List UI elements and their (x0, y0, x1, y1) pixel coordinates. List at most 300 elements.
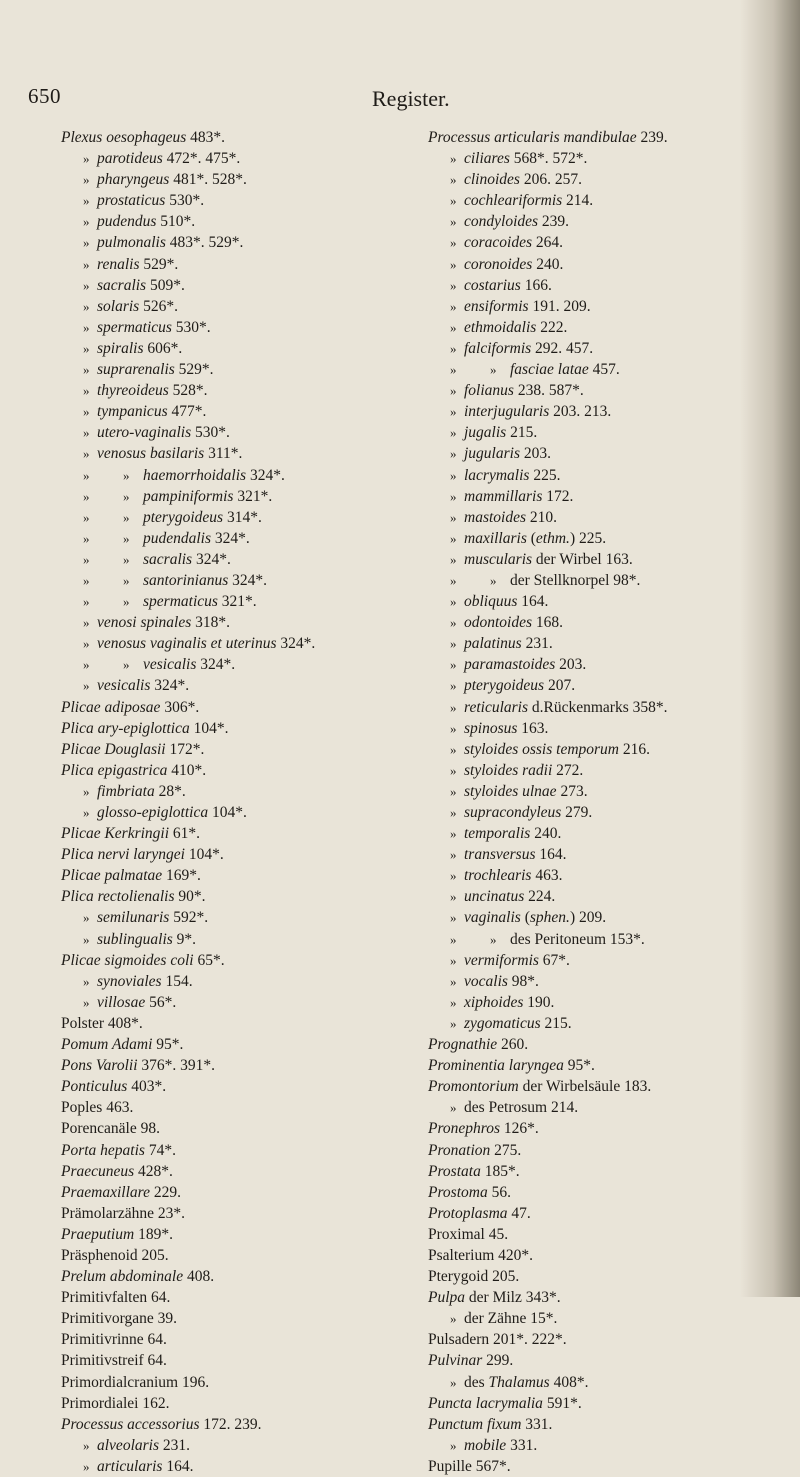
index-entry (428, 211, 800, 232)
entry-term: mammillaris (464, 487, 543, 505)
index-entry (428, 654, 800, 675)
entry-term: Plicae Douglasii (61, 740, 166, 758)
index-entry (428, 422, 800, 443)
index-entry (61, 739, 401, 760)
index-entry (61, 359, 401, 380)
entry-term: venosi spinales (97, 614, 192, 632)
entry-term: spermaticus (143, 593, 218, 611)
entry-term: Processus accessorius (61, 1415, 200, 1433)
index-entry (428, 296, 800, 317)
entry-text: Prämolarzähne 23*. (61, 1204, 185, 1222)
ditto-mark: » (83, 319, 90, 335)
index-entry (428, 612, 800, 633)
entry-term: Prognathie (428, 1036, 498, 1054)
index-entry (428, 1161, 800, 1182)
entry-term: villosae (97, 993, 146, 1011)
entry-term: costarius (464, 276, 521, 294)
index-entry (61, 1329, 401, 1350)
entry-text: ) 209. (569, 909, 607, 927)
entry-term: Plexus oesophageus (61, 129, 187, 146)
entry-text: 311*. (204, 445, 243, 463)
ditto-mark: » (83, 277, 90, 293)
index-entry (428, 1034, 800, 1055)
ditto-mark: » (450, 467, 457, 483)
entry-text: 224. (524, 888, 556, 906)
index-entry (61, 401, 401, 422)
entry-text: 292. 457. (531, 339, 594, 357)
ditto-mark: » (450, 383, 457, 399)
index-entry (428, 169, 800, 190)
entry-text: 324*. (192, 550, 231, 568)
ditto-mark: » (450, 973, 457, 989)
entry-term: pudendalis (143, 529, 212, 547)
entry-term: pudendus (97, 213, 157, 231)
entry-text: 568*. 572*. (509, 150, 588, 168)
entry-text: 530*. (165, 192, 205, 210)
index-column-right (428, 127, 800, 1477)
entry-term: glosso-epiglottica (97, 804, 209, 821)
page-number: 650 (28, 84, 61, 108)
index-entry (428, 992, 800, 1013)
index-entry (428, 570, 800, 591)
index-entry (61, 781, 401, 802)
index-entry (61, 1372, 401, 1393)
entry-text: 376*. 391*. (137, 1057, 216, 1075)
entry-text: Pulsadern 201*. 222*. (428, 1331, 567, 1349)
ditto-mark: » (83, 404, 90, 420)
index-entry (428, 1456, 800, 1477)
ditto-mark: » (450, 699, 457, 715)
index-entry (61, 675, 401, 696)
index-entry (428, 633, 800, 654)
ditto-mark: » (450, 678, 457, 694)
ditto-mark: » (450, 1437, 457, 1453)
entry-term: muscularis (464, 550, 533, 568)
entry-term: ciliares (464, 150, 510, 168)
entry-text: 90*. (174, 888, 206, 906)
entry-term: sphen. (529, 909, 570, 927)
entry-text: 74*. (144, 1141, 176, 1159)
ditto-mark: » (83, 931, 90, 947)
entry-term: Prostoma (428, 1183, 488, 1201)
entry-text: der Zähne 15*. (464, 1310, 558, 1328)
entry-text: 331. (521, 1415, 553, 1433)
ditto-mark: » (450, 509, 457, 525)
entry-term: tympanicus (97, 403, 168, 421)
entry-term: Pulpa (428, 1289, 466, 1307)
index-entry (428, 1118, 800, 1139)
entry-text: 529*. (139, 255, 179, 273)
entry-text: 164. (535, 846, 567, 864)
index-entry (61, 865, 401, 886)
entry-text: Porencanäle 98. (61, 1120, 160, 1138)
entry-term: suprarenalis (97, 361, 175, 379)
ditto-mark: » (83, 256, 90, 272)
entry-term: trochlearis (464, 867, 532, 885)
ditto-mark: » (490, 362, 497, 378)
entry-text: 126*. (500, 1120, 539, 1138)
entry-text: 306*. (160, 698, 200, 716)
entry-text: 530*. (171, 318, 211, 336)
entry-term: Processus articularis mandibulae (428, 129, 637, 146)
ditto-mark: » (83, 1458, 90, 1474)
ditto-mark: » (83, 678, 90, 694)
index-entry (428, 1076, 800, 1097)
entry-text: 240. (532, 255, 564, 273)
entry-term: interjugularis (464, 403, 550, 421)
entry-text: 231. (159, 1436, 190, 1454)
entry-text: Poples 463. (61, 1099, 134, 1117)
entry-text: 279. (561, 804, 593, 821)
entry-text: 154. (161, 972, 193, 990)
ditto-mark: » (83, 551, 90, 567)
entry-text: Pterygoid 205. (428, 1268, 520, 1286)
entry-term: falciformis (464, 339, 532, 357)
index-entry (428, 275, 800, 296)
ditto-mark: » (450, 256, 457, 272)
entry-term: fimbriata (97, 782, 155, 800)
ditto-mark: » (450, 530, 457, 546)
entry-text: 56. (487, 1183, 511, 1201)
entry-term: sacralis (97, 276, 147, 294)
entry-text: 530*. (191, 424, 230, 442)
entry-text: Psalterium 420*. (428, 1246, 534, 1264)
entry-text: 216. (619, 740, 650, 758)
entry-term: jugularis (464, 445, 520, 463)
entry-text: 189*. (134, 1225, 173, 1243)
entry-term: vermiformis (464, 951, 539, 969)
entry-text: 28*. (154, 782, 186, 800)
index-entry (428, 950, 800, 971)
ditto-mark: » (83, 362, 90, 378)
ditto-mark: » (83, 615, 90, 631)
index-entry (61, 190, 401, 211)
ditto-mark: » (450, 193, 457, 209)
index-entry (428, 486, 800, 507)
entry-term: temporalis (464, 825, 531, 843)
ditto-mark: » (83, 805, 90, 820)
entry-term: Plicae adiposae (61, 698, 161, 716)
index-entry (428, 528, 800, 549)
index-entry (428, 718, 800, 739)
entry-text: ) 225. (569, 529, 607, 547)
index-entry (428, 148, 800, 169)
index-entry (61, 1350, 401, 1371)
entry-term: Thalamus (488, 1373, 550, 1391)
index-entry (61, 654, 401, 675)
entry-text: 206. 257. (519, 171, 582, 189)
index-entry (428, 865, 800, 886)
index-entry (428, 823, 800, 844)
entry-text: der Wirbelsäule 183. (518, 1078, 652, 1096)
entry-text: 260. (497, 1036, 529, 1054)
entry-term: Prostata (428, 1162, 481, 1180)
ditto-mark: » (83, 151, 90, 167)
index-entry (61, 169, 401, 190)
entry-text: 457. (588, 361, 620, 379)
entry-term: styloides radii (464, 761, 553, 779)
entry-text: 190. (523, 993, 555, 1011)
ditto-mark: » (83, 973, 90, 989)
entry-text: 526*. (139, 297, 178, 315)
entry-term: uncinatus (464, 888, 525, 906)
ditto-mark: » (123, 551, 130, 567)
entry-term: solaris (97, 297, 140, 315)
entry-text: Pupille 567*. (428, 1457, 511, 1475)
index-entry (428, 1140, 800, 1161)
entry-text: 324*. (211, 529, 250, 547)
entry-term: fasciae latae (510, 361, 589, 379)
entry-term: santorinianus (143, 571, 229, 589)
ditto-mark: » (83, 572, 90, 588)
ditto-mark: » (450, 404, 457, 420)
entry-text: 331. (506, 1436, 538, 1454)
entry-text: 47. (507, 1204, 531, 1222)
ditto-mark: » (450, 910, 457, 926)
ditto-mark: » (450, 277, 457, 293)
entry-term: synoviales (97, 972, 162, 990)
entry-term: Pons Varolii (61, 1057, 138, 1075)
index-entry (428, 1308, 800, 1329)
index-entry (61, 886, 401, 907)
index-entry (61, 844, 401, 865)
index-entry (61, 254, 401, 275)
entry-text: 324*. (228, 571, 268, 589)
entry-text: 222. (536, 318, 568, 336)
index-entry (428, 127, 800, 148)
index-entry (428, 1329, 800, 1350)
index-entry (428, 359, 800, 380)
ditto-mark: » (450, 805, 457, 820)
entry-text: 463. (531, 867, 563, 885)
entry-text: Primordialcranium 196. (61, 1373, 210, 1391)
index-entry (61, 1161, 401, 1182)
entry-term: Plica ary-epiglottica (61, 719, 190, 737)
entry-term: haemorrhoidalis (143, 466, 247, 484)
index-entry (428, 802, 800, 823)
ditto-mark: » (83, 235, 90, 251)
entry-term: articularis (97, 1457, 163, 1475)
entry-term: odontoides (464, 614, 533, 632)
ditto-mark: » (123, 572, 130, 588)
index-entry (428, 929, 800, 950)
index-entry (61, 528, 401, 549)
entry-term: clinoides (464, 171, 520, 189)
index-entry (61, 1435, 401, 1456)
entry-term: Promontorium (428, 1078, 519, 1096)
index-entry (61, 1414, 401, 1435)
index-entry (61, 929, 401, 950)
entry-text: des (464, 1373, 489, 1391)
index-entry (428, 232, 800, 253)
entry-term: mobile (464, 1436, 507, 1454)
entry-text: 472*. 475*. (162, 150, 241, 168)
index-entry (428, 1393, 800, 1414)
entry-text: 172*. (165, 740, 205, 758)
entry-term: maxillaris (464, 529, 527, 547)
entry-text: 299. (482, 1352, 514, 1370)
entry-text: 207. (544, 677, 576, 695)
entry-text: 592*. (169, 909, 209, 927)
index-entry (61, 380, 401, 401)
entry-text: 203. (555, 656, 587, 674)
entry-text: 428*. (134, 1162, 173, 1180)
entry-term: palatinus (464, 635, 522, 653)
entry-term: zygomaticus (464, 1014, 541, 1032)
ditto-mark: » (83, 425, 90, 441)
entry-text: 591*. (542, 1394, 582, 1412)
index-entry (61, 971, 401, 992)
entry-term: jugalis (464, 424, 507, 442)
index-entry (61, 823, 401, 844)
index-entry (61, 1393, 401, 1414)
index-entry (61, 338, 401, 359)
index-entry (428, 338, 800, 359)
entry-text: 239. (636, 129, 668, 146)
entry-text: 324*. (150, 677, 190, 695)
entry-text: 239. (538, 213, 570, 231)
entry-text: Primordialei 162. (61, 1394, 170, 1412)
entry-term: Protoplasma (428, 1204, 508, 1222)
index-entry (61, 232, 401, 253)
index-entry (428, 549, 800, 570)
index-entry (428, 1372, 800, 1393)
entry-text: 408. (183, 1268, 215, 1286)
index-entry (61, 591, 401, 612)
entry-term: pulmonalis (97, 234, 166, 252)
entry-term: ethm. (535, 529, 570, 547)
entry-term: ensiformis (464, 297, 529, 315)
ditto-mark: » (83, 1437, 90, 1453)
entry-term: mastoides (464, 508, 526, 526)
ditto-mark: » (450, 362, 457, 378)
ditto-mark: » (450, 636, 457, 652)
index-entry (61, 1118, 401, 1139)
entry-text: Primitivfalten 64. (61, 1289, 171, 1307)
entry-text: 214. (562, 192, 594, 210)
entry-text: 314*. (223, 508, 262, 526)
entry-text: 56*. (145, 993, 177, 1011)
index-entry (428, 254, 800, 275)
entry-text: 225. (529, 466, 561, 484)
ditto-mark: » (83, 298, 90, 314)
index-entry (61, 697, 401, 718)
entry-text: der Wirbel 163. (532, 550, 633, 568)
entry-text: 61*. (169, 825, 201, 843)
index-entry (428, 1224, 800, 1245)
entry-term: vaginalis (464, 909, 521, 927)
entry-text: 164. (517, 593, 549, 611)
entry-text: 164. (162, 1457, 194, 1475)
entry-text: 238. 587*. (513, 382, 584, 400)
entry-text: 210. (526, 508, 557, 526)
entry-term: vesicalis (97, 677, 151, 695)
entry-text: 185*. (480, 1162, 520, 1180)
entry-text: 104*. (208, 804, 247, 821)
index-entry (428, 1097, 800, 1118)
ditto-mark: » (83, 910, 90, 926)
index-entry (61, 443, 401, 464)
entry-term: Plicae palmatae (61, 867, 163, 885)
entry-term: cochleariformis (464, 192, 563, 210)
entry-text: 477*. (167, 403, 207, 421)
entry-text: des Petrosum 214. (464, 1099, 579, 1117)
ditto-mark: » (123, 467, 130, 483)
entry-term: folianus (464, 382, 514, 400)
entry-text: 273. (556, 782, 588, 800)
entry-text: 231. (521, 635, 553, 653)
entry-term: renalis (97, 255, 140, 273)
entry-term: paramastoides (464, 656, 556, 674)
index-entry (428, 1182, 800, 1203)
ditto-mark: » (450, 151, 457, 167)
entry-term: pterygoideus (464, 677, 545, 695)
entry-term: vesicalis (143, 656, 197, 674)
entry-term: alveolaris (97, 1436, 159, 1454)
index-entry (428, 1350, 800, 1371)
entry-text: 166. (520, 276, 552, 294)
entry-text: der Milz 343*. (465, 1289, 561, 1307)
entry-text: 229. (149, 1183, 181, 1201)
index-entry (428, 1203, 800, 1224)
ditto-mark: » (450, 741, 457, 757)
index-entry (61, 275, 401, 296)
ditto-mark: » (83, 594, 90, 610)
index-entry (428, 443, 800, 464)
index-entry (61, 1456, 401, 1477)
entry-text: 408*. (549, 1373, 589, 1391)
entry-text: 264. (532, 234, 564, 252)
entry-text: 272. (552, 761, 584, 779)
index-entry (428, 591, 800, 612)
index-entry (61, 1055, 401, 1076)
entry-text: 410*. (167, 761, 207, 779)
index-entry (61, 1308, 401, 1329)
ditto-mark: » (450, 340, 457, 356)
ditto-mark: » (450, 298, 457, 314)
ditto-mark: » (83, 214, 90, 230)
index-entry (428, 465, 800, 486)
ditto-mark: » (450, 952, 457, 968)
ditto-mark: » (450, 931, 457, 947)
entry-term: transversus (464, 846, 536, 864)
index-entry (61, 296, 401, 317)
entry-text: 483*. 529*. (165, 234, 244, 252)
ditto-mark: » (450, 783, 457, 799)
entry-text: 529*. (174, 361, 214, 379)
entry-term: venosus vaginalis et uterinus (97, 635, 277, 653)
ditto-mark: » (450, 720, 457, 736)
entry-term: sacralis (143, 550, 193, 568)
index-entry (61, 1203, 401, 1224)
ditto-mark: » (83, 994, 90, 1010)
entry-text: 321*. (233, 487, 273, 505)
ditto-mark: » (123, 594, 130, 610)
entry-text: 321*. (217, 593, 257, 611)
entry-text: 163. (517, 719, 549, 737)
index-entry (428, 739, 800, 760)
entry-term: coronoides (464, 255, 533, 273)
index-entry (428, 380, 800, 401)
index-entry (61, 148, 401, 169)
index-entry (61, 570, 401, 591)
index-entry (61, 211, 401, 232)
index-entry (428, 760, 800, 781)
entry-term: Punctum fixum (428, 1415, 522, 1433)
index-entry (428, 907, 800, 928)
ditto-mark: » (83, 193, 90, 209)
ditto-mark: » (450, 1374, 457, 1390)
